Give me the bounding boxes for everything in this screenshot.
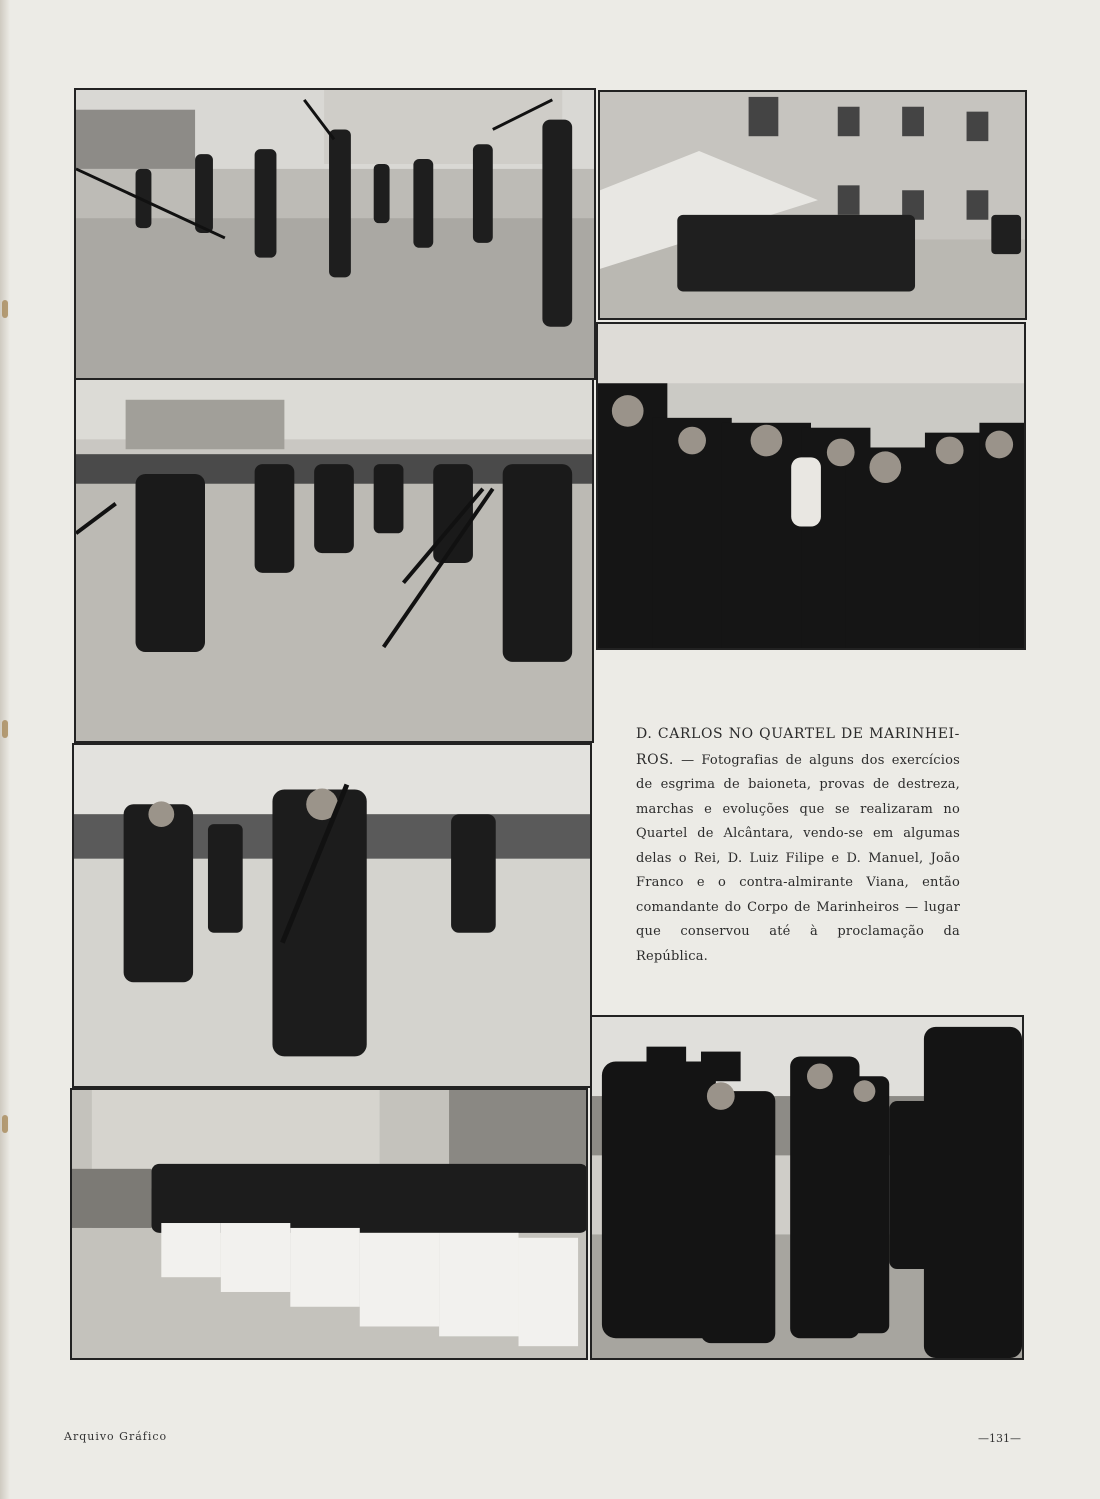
photo-caption xyxy=(636,722,960,969)
page-number: —131— xyxy=(978,1432,1021,1445)
photo-sailors-line xyxy=(70,1088,588,1360)
binding-hole xyxy=(2,1115,8,1133)
binding-hole xyxy=(2,720,8,738)
publication-name: Arquivo Gráfico xyxy=(64,1430,168,1443)
photo-king-with-officers xyxy=(590,1015,1024,1360)
photo-sailor-with-rifle xyxy=(72,743,592,1088)
binding-hole xyxy=(2,300,8,318)
photo-officers-group xyxy=(596,322,1026,650)
photo-marching-squad xyxy=(598,90,1027,320)
page-binding-edge xyxy=(0,0,10,1499)
caption-lead: D. CARLOS NO QUARTEL DE MARINHEI-ROS. xyxy=(636,726,960,768)
photo-bayonet-drill-1 xyxy=(74,88,596,380)
photo-bayonet-lunge xyxy=(74,378,594,743)
caption-body: — Fotografias de alguns dos exercícios de esgrima de baioneta, provas de destreza, marchas e evoluções que se realizaram no Quartel de Alcântara, vendo-se em algumas delas o Rei, D. Luiz Filipe e D. Manuel, João Franco e o contra-almirante Viana, então comandante do Corpo de Marinheiros — lugar que conservou até à proclamação da República. xyxy=(636,752,960,964)
